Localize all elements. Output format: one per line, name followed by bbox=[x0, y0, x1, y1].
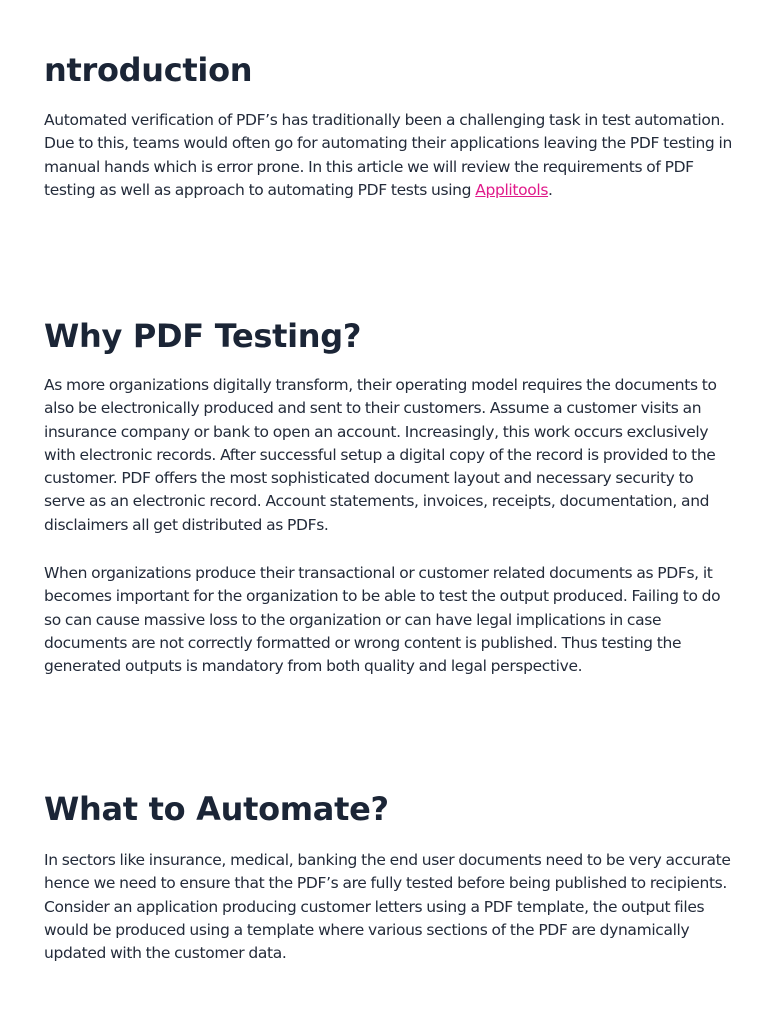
intro-text-end: . bbox=[548, 180, 553, 199]
applitools-link[interactable]: Applitools bbox=[475, 180, 549, 199]
intro-text: Automated verification of PDF’s has traditionally been a challenging task in test automation. Due to this, teams would often go for automating their applications leaving the PDF testing in manual hands which is error prone. In this article we will review the requirements of PDF testing as well as approach to automating PDF tests using bbox=[44, 111, 732, 199]
section-heading-introduction: ntroduction bbox=[44, 51, 253, 89]
what-to-automate-paragraph: In sectors like insurance, medical, banking the end user documents need to be very accurate hence we need to ensure that the PDF’s are fully tested before being published to recipients. Consider an application producing customer letters using a PDF template, the output files would be produced using a template where various sections of the PDF are dynamically updated with the customer data. bbox=[44, 851, 731, 963]
intro-paragraph bbox=[44, 109, 734, 202]
section-heading-why-pdf-testing: Why PDF Testing? bbox=[44, 317, 362, 355]
why-pdf-testing-paragraph-1: As more organizations digitally transform, their operating model requires the documents to also be electronically produced and sent to their customers. Assume a customer visits an insurance company or bank to open an account. Increasingly, this work occurs exclusively with electronic records. After successful setup a digital copy of the record is provided to the customer. PDF offers the most sophisticated document layout and necessary security to serve as an electronic record. Account statements, invoices, receipts, documentation, and disclaimers all get distributed as PDFs. bbox=[44, 376, 717, 534]
why-pdf-testing-paragraph-2: When organizations produce their transactional or customer related documents as PDFs, it becomes important for the organization to be able to test the output produced. Failing to do so can cause massive loss to the organization or can have legal implications in case documents are not correctly formatted or wrong content is published. Thus testing the generated outputs is mandatory from both quality and legal perspective. bbox=[44, 564, 721, 676]
section-heading-what-to-automate: What to Automate? bbox=[44, 790, 389, 828]
